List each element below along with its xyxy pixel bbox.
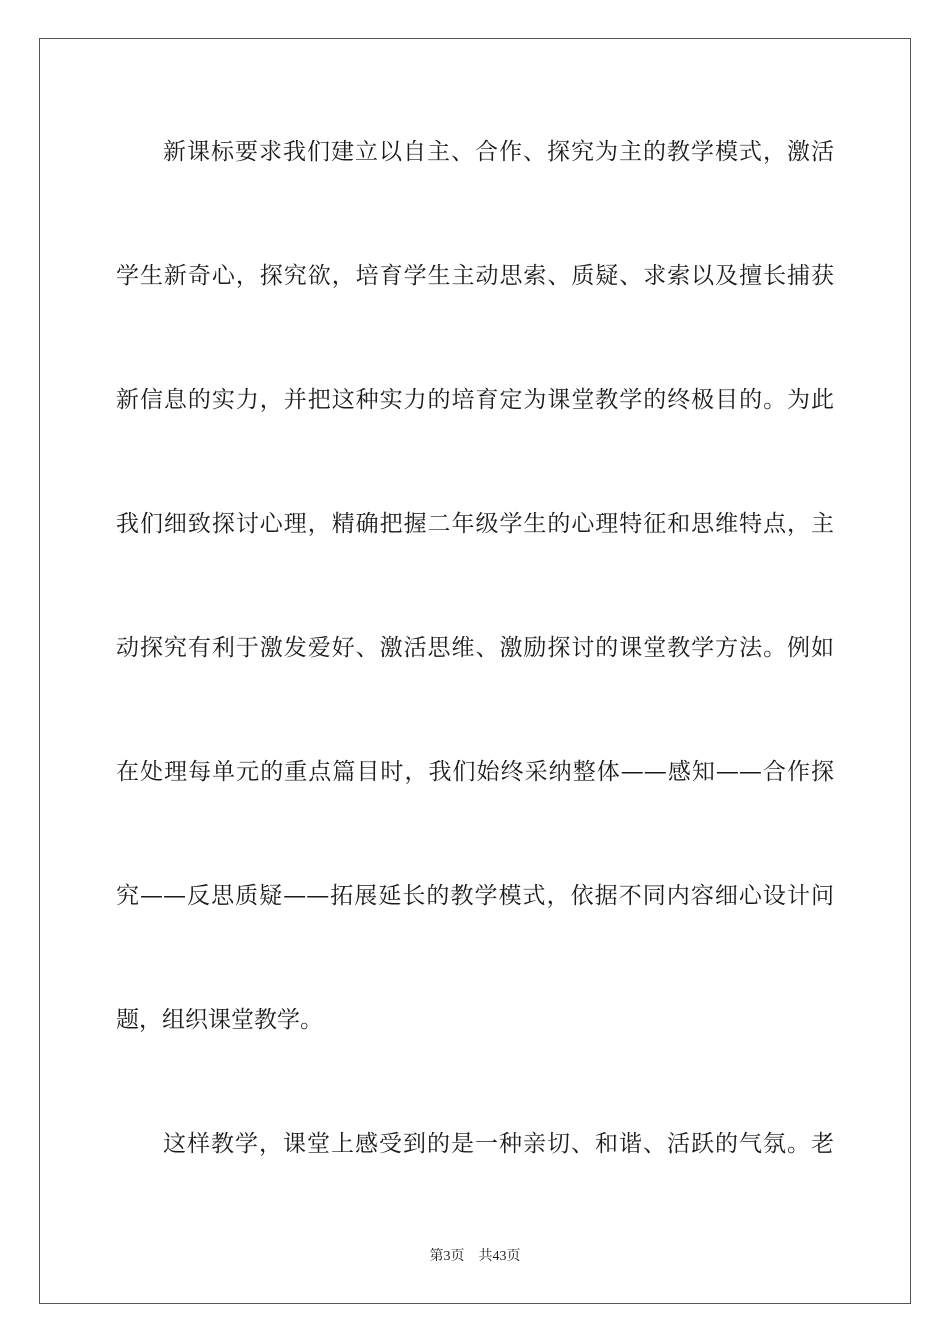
page-total: 共43页 — [478, 1249, 521, 1264]
text-line: 题，组织课堂教学。 — [116, 1007, 323, 1033]
text-line: 动探究有利于激发爱好、激活思维、激励探讨的课堂教学方法。例如 — [116, 635, 834, 661]
text-line: 学生新奇心，探究欲，培育学生主动思索、质疑、求索以及擅长捕获 — [116, 263, 834, 289]
page-footer — [0, 1245, 950, 1265]
text-line: 新课标要求我们建立以自主、合作、探究为主的教学模式，激活 — [163, 139, 834, 165]
text-line: 我们细致探讨心理，精确把握二年级学生的心理特征和思维特点，主 — [116, 511, 834, 537]
text-line: 新信息的实力，并把这种实力的培育定为课堂教学的终极目的。为此 — [116, 387, 834, 413]
page-border — [39, 38, 911, 1304]
page-number: 第3页 — [429, 1249, 465, 1264]
text-line: 这样教学，课堂上感受到的是一种亲切、和谐、活跃的气氛。老 — [163, 1131, 834, 1157]
text-line: 在处理每单元的重点篇目时，我们始终采纳整体——感知——合作探 — [116, 759, 834, 785]
text-line: 究——反思质疑——拓展延长的教学模式，依据不同内容细心设计问 — [116, 883, 834, 909]
